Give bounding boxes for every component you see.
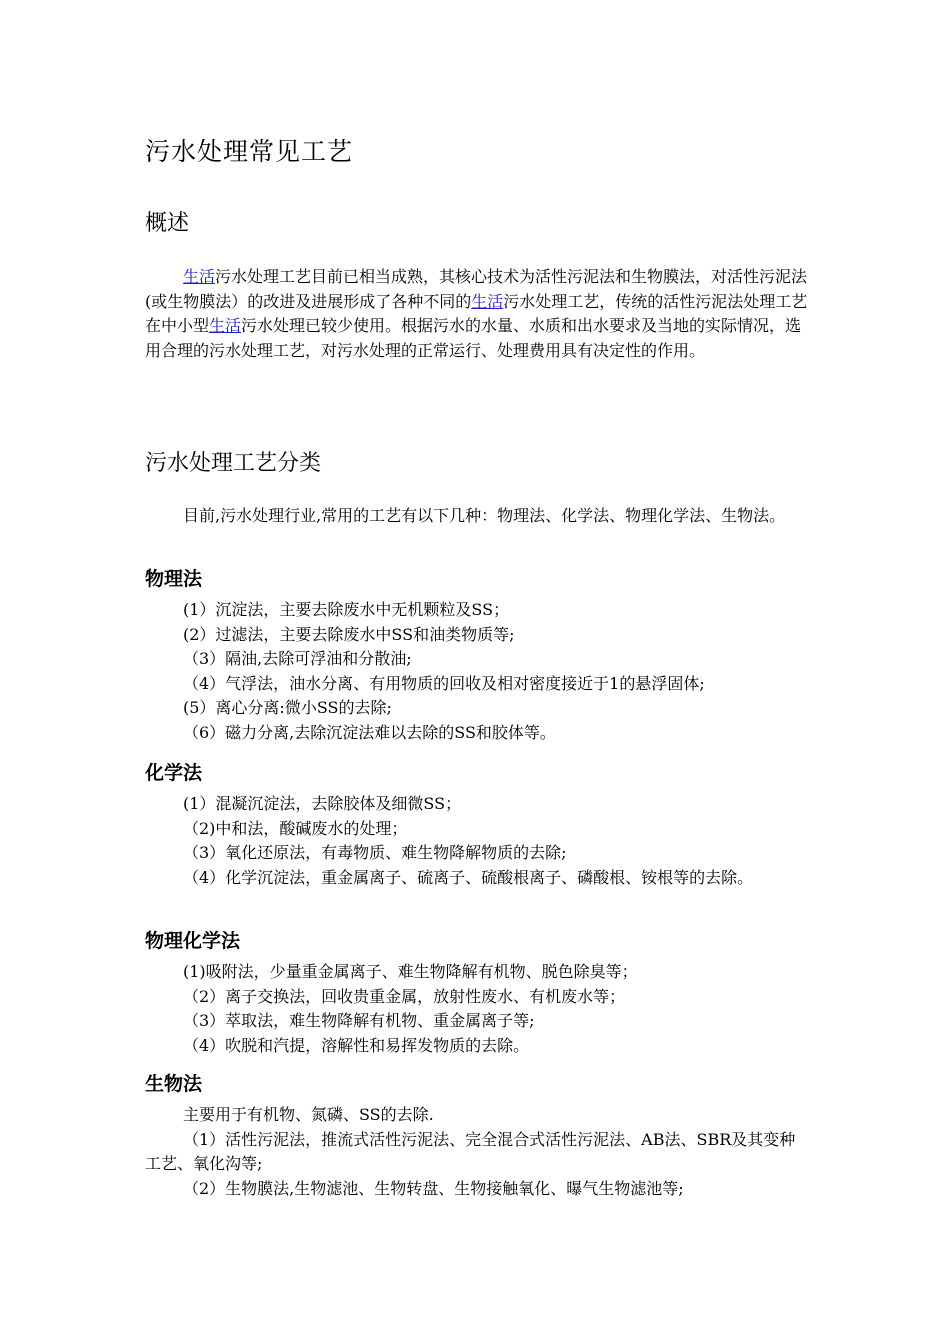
physical-heading: 物理法 [145, 568, 203, 590]
link-shenghuo-3[interactable]: 生活 [209, 316, 242, 335]
biological-list [145, 1103, 810, 1201]
physical-list [145, 598, 810, 745]
list-item: 主要用于有机物、氮磷、SS的去除. [183, 1105, 434, 1124]
classification-intro: 目前,污水处理行业,常用的工艺有以下几种：物理法、化学法、物理化学法、生物法。 [183, 506, 786, 525]
list-item: （3）氧化还原法，有毒物质、难生物降解物质的去除; [183, 843, 567, 862]
biological-heading: 生物法 [145, 1073, 203, 1095]
list-item: (2）过滤法，主要去除废水中SS和油类物质等; [183, 624, 515, 644]
overview-text-3: 污水处理已较少使用。根据污水的水量、水质和出水要求及当地的实际情况，选用合理的污水处理工艺，对污水处理的正常运行、处理费用具有决定性的作用。 [145, 316, 802, 360]
list-item: (5）离心分离:微小SS的去除; [183, 698, 392, 717]
list-item: （1）活性污泥法，推流式活性污泥法、完全混合式活性污泥法、AB法、SBR及其变种工艺、氧化沟等; [145, 1129, 796, 1173]
list-item: (1）沉淀法，主要去除废水中无机颗粒及SS； [183, 600, 510, 619]
link-shenghuo-2[interactable]: 生活 [471, 291, 504, 311]
list-item: （6）磁力分离,去除沉淀法难以去除的SS和胶体等。 [183, 722, 556, 742]
list-item: （4）吹脱和汽提，溶解性和易挥发物质的去除。 [183, 1035, 530, 1055]
list-item: (1)吸附法，少量重金属离子、难生物降解有机物、脱色除臭等； [183, 962, 638, 981]
list-item: （2)中和法，酸碱废水的处理； [183, 818, 408, 838]
classification-heading: 污水处理工艺分类 [145, 451, 322, 476]
list-item: （4）化学沉淀法，重金属离子、硫离子、硫酸根离子、磷酸根、铵根等的去除。 [183, 867, 754, 887]
physchem-list [145, 960, 810, 1058]
list-item: （4）气浮法，油水分离、有用物质的回收及相对密度接近于1的悬浮固体; [183, 673, 705, 693]
overview-paragraph [145, 265, 810, 363]
overview-heading: 概述 [145, 211, 190, 236]
chemical-heading: 化学法 [145, 762, 203, 784]
list-item: （2）离子交换法，回收贵重金属，放射性废水、有机废水等； [183, 986, 626, 1006]
link-shenghuo-1[interactable]: 生活 [183, 267, 216, 286]
chemical-list [145, 792, 810, 890]
page-title: 污水处理常见工艺 [145, 137, 354, 166]
list-item: (1）混凝沉淀法，去除胶体及细微SS； [183, 794, 462, 813]
overview-text-1: 污水处理工艺目前已相当成熟，其核心技术为活性污泥法和生物膜法，对活性污泥法(或生物膜法）的改进及进展形成了各种不同的 [145, 267, 808, 311]
physchem-heading: 物理化学法 [145, 930, 241, 952]
list-item: （3）隔油,去除可浮油和分散油; [183, 649, 412, 668]
overview-text-2: 污水处理工艺，传统的活性污泥法处理工艺在中小型 [145, 291, 808, 335]
list-item: （2）生物膜法,生物滤池、生物转盘、生物接触氧化、曝气生物滤池等; [183, 1178, 684, 1198]
list-item: （3）萃取法，难生物降解有机物、重金属离子等; [183, 1011, 535, 1030]
